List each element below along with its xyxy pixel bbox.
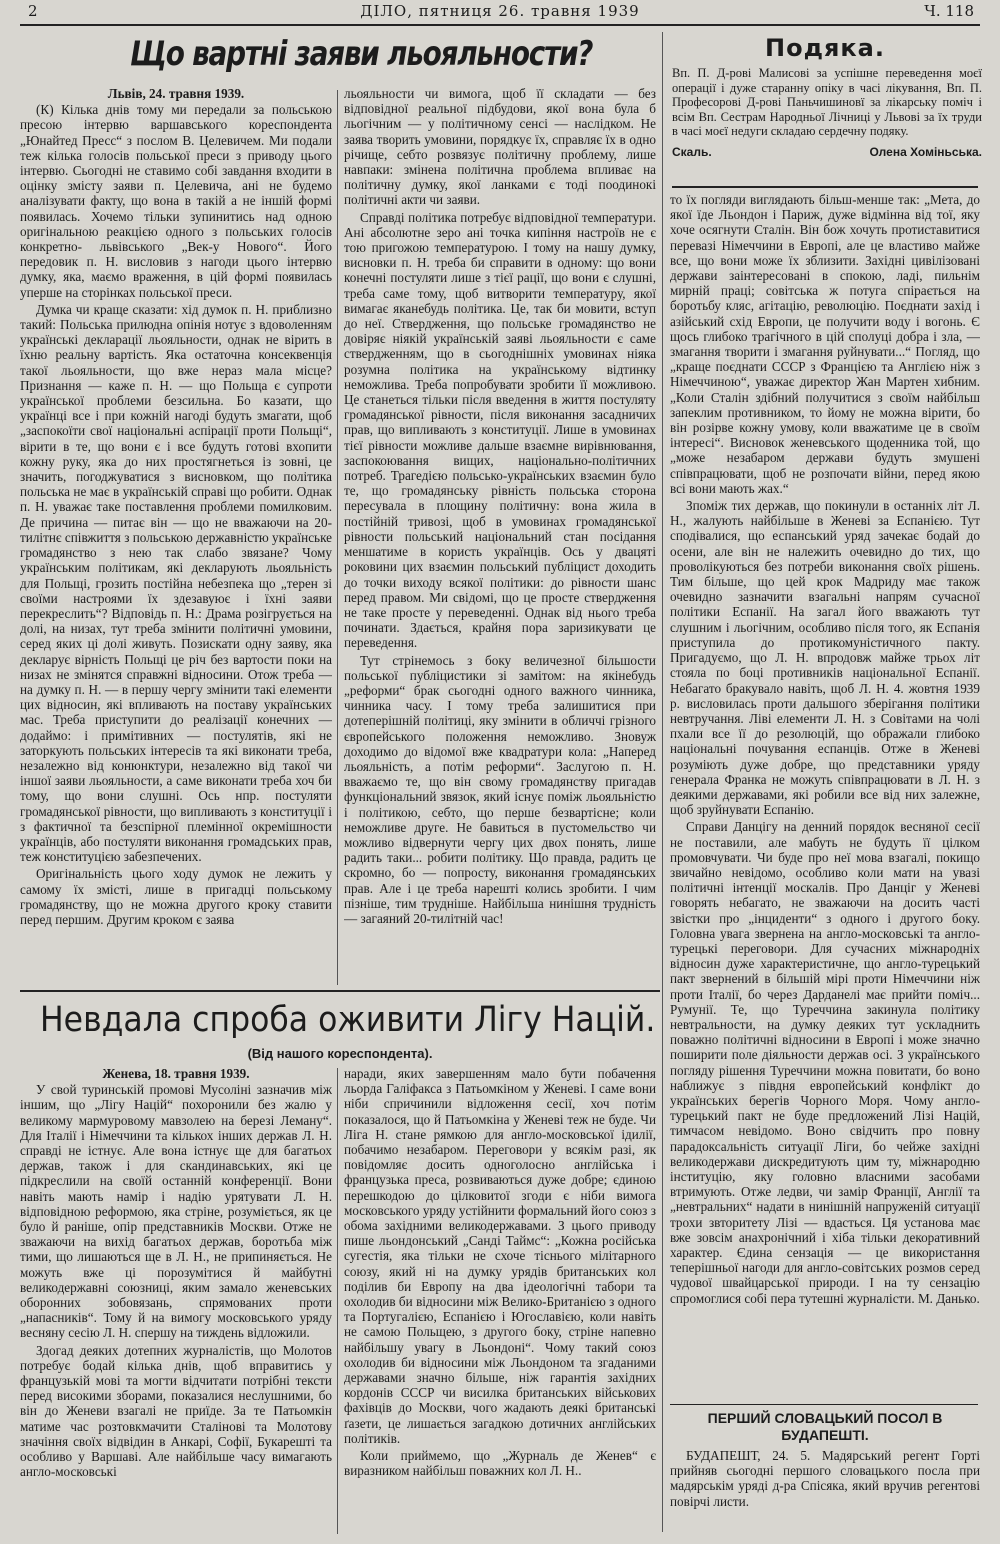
- thanks-signature: [672, 145, 982, 159]
- news-rule: [670, 1404, 978, 1405]
- article2-col2-para: Коли приймемо, що „Журналь де Женев“ є виразником найбільш поважних кол Л. Н..: [344, 1448, 656, 1479]
- issue-number: Ч. 118: [924, 2, 974, 20]
- article1-dateline: Львів, 24. травня 1939.: [107, 86, 245, 101]
- article1-column-1: [20, 86, 332, 986]
- article1-col1-para: Думка чи краще сказати: хід думок п. Н. приблизно такий: Польська прилюдна опінія нотує з вдоволенням українські декларації льояльности, однак не вірить в їхню реальну вартість. Яка остаточна консеквенція такої льояльности, що вже нераз мала місце? Признання — каже п. Н. — що Польща є супроти української проблеми безсильна. Бо казати, що українці все і при кожній нагоді будуть змагати, щоб „заспокоїти свої національні аспірації проти Польщі“, вірити в те, що вони є і все будуть готові вхопити кожну руку, яка до них простягнеться із зовні, це значить, погоджуватися з висновком, що політика польська не має в українській справі що робити. Однак п. Н. уважає таке поставлення проблеми помилковим. Де причина — питає він — що не вважаючи на 20-тилітнє співжиття з польською державністю українське громадянство з нею так слабо звязане? Чому українським політикам, які декларують льояльність для Польщі, грозить постійна небезпека що „терен зі своїми настроями їх здезавуює і їхні заяви перекреслить“? Відповідь п. Н.: Драма розігрується на долі, на низах, тут треба змінити політичні умовини, серед яких ці долі живуть. Позискати одну заяву, яка декларує вірність Польщі це річ без вартости поки на низах не змінятся справжні відносини. Отож треба — на думку п. Н. — в першу чергу змінити такі елементи цих відносин, які впливають на поставу українських мас. Треба приступити до реалізації конечних — додаймо: і примітивних — постулятів, які не заторкують польських інтересів та які виконати треба, незалежно від конюнктури, незалежно від такої чи іншої заяви льояльности, а саме виконати треба хоч би тому, що вони слушні. Ось нпр. постуляти громадянської рівности, що випливають з конституції і з фактичної та безспірної племінної окремішности українців, або постуляти виконання громадських прав, теж конституцією забезпечених.: [20, 301, 332, 865]
- header-rule: [20, 24, 980, 26]
- article1-col1-para: (К) Кілька днів тому ми передали за польською пресою інтервю варшавського кореспондента „Юнайтед Пресс“ з послом В. Целевичем. Ми подали теж кілька голосів польської преси з приводу цього інтервю. Сьогодні не ставимо собі завдання входити в оцінку змісту заяви п. Целевича, ані не будемо аналізувати факту, що вона в такій а не іншій формі появилась. Хочемо тільки зупинитись над одною оригінальною реакцією одного з польських голосів конкретно- львівського „Век-у Нового“. Його передовик п. Н. висловив з нагоди цього інтервю думку, яка, маємо враження, в цій формі появилась уперше на сторінках польської преси.: [20, 102, 332, 300]
- thanks-place: Скаль.: [672, 144, 712, 159]
- article2-title: Невдала спроба оживити Лігу Націй.: [40, 1000, 656, 1040]
- thanks-rule: [672, 186, 978, 188]
- news-body: БУДАПЕШТ, 24. 5. Мадярський регент Горті прийняв сьогодні першого словацького посла при мадярськім уряді д-ра Спісяка, який вручив регентові повірчі листи.: [670, 1448, 980, 1509]
- article2-subtitle: (Від нашого кореспондента).: [247, 1046, 433, 1061]
- article1-column-2: [344, 86, 656, 986]
- article1-col1-para: Оригінальність цього ходу думок не лежить у самому їх змісті, лише в пригадці польському громадянству, що не можна другого кроку ставити перед першим. Другим кроком є заява: [20, 866, 332, 927]
- article2-column-2: [344, 1066, 656, 1536]
- thanks-title: Подяка.: [765, 34, 885, 62]
- article2-continuation-column: [670, 192, 980, 1400]
- column-divider: [662, 32, 663, 1532]
- article2-col2-para: наради, яких завершенням мало бути побачення льорда Галіфакса з Патьомкіном у Женеві. І саме вони ніби спричинили відложення сесії, хоч потім показалося, що й Патьомкіна у Женеві теж не буде. Чи Ліга Н. стане рямкою для англо-московської ідилії, побачимо незабаром. Переговори у всякім разі, як повідомляє досить одноголосно англійська і французька преса, розвиваються дуже добре; єдиною перешкодою до цілковитої згоди є ніби вимога московського уряду устійнити формальний його союз з обома західними великодержавами. З цього приводу пише льондонський „Санді Таймс“: „Кожна російська сугестія, яка тільки не схоче тіснього мілітарного союзу, який ні на думку урядів британських кол поділив би Европу на два ідеологічні табори та охолодив би відносини між Велико-Британією з одного та Португалією, Еспанією і Югославією, коли навіть не самою Польщею, з другого боку, стріне напевно найбільшу увагу в Льондоні“. Чому такий союз охолодив би відносини між Льондоном та згаданими державами значно більше, ніж гарантія західних кордонів СССР чи висилка британських військових фахівців до Москви, чого жадають деякі британські ґазети, це лишається загадкою дотичних англійських політиків.: [344, 1066, 656, 1446]
- article1-col2-para: Справді політика потребує відповідної температури. Ані абсолютне зеро ані точка кипіння настроїв не є тою пригожою температурою. І тому на нашу думку, висновки п. Н. треба би справити в одному: що вони конечні постуляти лише з тієї рації, що вони є слушні, треба саме тому, щоб витворити температуру, якої вимагає яканебудь політика. Це, так би мовити, вступ до неї. Ствердження, що польське громадянство не довіряє ніякій українській заяві льояльности є саме ствердженням, що в сьогоднішніх умовинах ніяка розумна політика на українському відтинку неможлива. Треба попробувати зробити її можливою. Це станеться тільки після введення в життя постуляту громадянської рівности, після виконання засадничих прав, що випливають з конституції. Лише в умовинах тієї рівности можливе дальше взаємне вирівнювання, заспокоювання вищих, національно-політичних потреб. Трагедією польсько-українських взаємин було те, що громадянську рівність польська сторона пересувала в площину політичну: вона жила в постійній тривозі, щоб в умовинах громадянської рівности польський національний стан посідання меншатиме в користь українців. Ось у двацяті роковини цих взаємин польський публіцист доходить до точки виходу всякої політики: до рівности шанс перед правом. Ми свідомі, що це просте ствердження не таке просте у переведенні. Однак від нього треба починати. Здається, крайня пора заризикувати це переведення.: [344, 209, 656, 651]
- news-title: ПЕРШИЙ СЛОВАЦЬКИЙ ПОСОЛ В БУДАПЕШТІ.: [707, 1410, 943, 1443]
- column-divider: [337, 90, 338, 985]
- article1-col2-para: льояльности чи вимога, щоб її складати — без відповідної реальної підбудови, якої вона була б льогічним — у політичному сенсі — наслідком. Не заява творить умовини, порядкує їх, справляє їх в одно річище, себто розвязує політичну проблему, лише навпаки: змінена політична проблема впливає на політичну думку, якої ланками є тоді поодинокі політичні акти чи заяви.: [344, 86, 656, 208]
- article2-col1-para: Здогад деяких дотепних журналістів, що Молотов потребує бодай кілька днів, щоб вправитись у французькій мові та могти відчитати потрібні тексти перед високими зборами, показалися неслушними, бо він до Женеви взагалі не приїде. За те Патьомкін матиме час розтовкмачити Сталінові та Молотову значіння своїх відвідин в Анкарі, Софії, Букарешті та особливо у Варшаві. Але найбільше часу вимагають англо-московські: [20, 1342, 332, 1480]
- page-header: [20, 2, 980, 24]
- article-divider: [20, 990, 660, 992]
- article1-col2-para: Тут стрінемось з боку величезної більшости польської публіцистики зі замітом: на якінебудь „реформи“ брак сьогодні одного важного чинника, чинника часу. І тому треба залишитися при дотеперішній політиці, яку змінити в обличчі грізного європейського положення неможливо. Зновуж доходимо до відомої вже квадратури кола: „Наперед льояльність, а потім реформи“. Заслугою п. Н. вважаємо те, що він свому громадянству пригадав функціональний звязок, який існує поміж льояльністю і політикою, себто, що перше безвартісне; коли неможливе друге. Не бавиться в пустомельство чи можливо відвернути чергу цих двох понять, лише радить таки... робити політику. Що правда, радить це скромно, бо — попросту, виконання громадянських прав. Але і це треба нарешті колись зробити. І чим пізніше, тим трудніше. Найбільша нинішня трудність — загаяний 20-тилітній час!: [344, 652, 656, 926]
- right-col-para: то їх погляди виглядають більш-менше так: „Мета, до якої їде Льондон і Париж, дуже відмінна від тої, яку хоче осягнути Сталін. Він бож хочуть протиставитися перевазі Німеччини в Европі, але це властиво майже все, що вони може їх зблизити. Західні цивілізовані держави заінтересовані в спокою, ладі, пильнім мирній праці; совітська ж потуга спірається на боротьбу кляс, агітацію, революцію. Поєднати захід і азійський схід Европи, це получити воду і вогонь. Є щось глибоко трагічного в цій сполуці добра і зла, — змагання творити і змагання руйнувати...“ Погляд, що „краще поєднати СССР з Францією та Англією ніж з Німеччиною“, уважає директор Жан Мартен хибним. „Коли Сталін здібний получитися з своїм найбільш запеклим противником, то йому не можна вірити, бо він розірве кожну умову, коли вважатиме це в своїм інтересі“. Висновок женевського щоденника той, що „може незабаром держави будуть змушені співпрацювати, щоб не розпочати війни, перед якою всі вони мають жах.“: [670, 192, 980, 496]
- thanks-notice: [672, 66, 982, 178]
- right-col-para: Зпоміж тих держав, що покинули в останніх літ Л. Н., жалують найбільше в Женеві за Еспанією. Тут сподівалися, що еспанський уряд зачекає бодай до осени, але він не належить очевидно до тих, що проволікуються без потреби виконання своїх рішень. Тим більше, що цей крок Мадриду має також очевидно зазначити взагальні напрям сучасної політики Еспанії. На загал його вважають тут слушним і льогічним, особливо після того, як Еспанія приступила до протикомуністичного пакту. Пригадуємо, що Л. Н. впродовж майже трьох літ стояла по боці противників національної Еспанії. Небагато бракувало навіть, щоб Л. Н. 4. жовтня 1939 р. висловилась проти дальшого зберігання політики невтручання. Ліві елементи Л. Н. з Совітами на чолі пхали все її до резолюцій, що ображали глибоко національні почування еспанців. Отже в Женеві розуміють дуже добре, що представники уряду генерала Франка не можуть співпрацювати в Л. Н. з деякими державами, які робили все від них залежне, щоб зруйнувати Еспанію.: [670, 498, 980, 818]
- right-col-para: Справи Данцігу на денний порядок весняної сесії не поставили, але мабуть не будуть її цілком промовчувати. Чи буде про неї мова взагалі, покищо звичайно невідомо, особливо коли мати на увазі політичні інтенції москалів. Про Данціг у Женеві говорять небагато, не зважаючи на досить часті звістки про „інциденти“ з одного і другого боку. Головна увага звернена на англо-московські та англо-турецькі переговори. Для сучасних міжнародніх відносин дуже характеристичне, що англо-турецький пакт звернений в більшій мірі проти Німеччини ніж проти Італії, бо через Дарданелі має прийти поміч... Румунії. Те, що Туреччина закинула політику невтральности, на думку деяких тут ускладнить поважно політичні відносини в Европі і може значно поширити поле діяльности держав осі. З українського погляду рішення Туреччини можна повитати, бо воно наближує з півдня европейський конфлікт до українських берегів Чорного Моря. Чому англо-турецький пакт не буде предложений Лізі Націй, тимчасом невідомо. Воно свідчить про повну парадоксальність ситуації Ліги, бо чейже західні великодержави дискредитують цим ту, міжнародню інституцію, яку головно власними засобами втримують. Отже ледви, чи замір Франції, Англії та „невтральних“ надати в нинішній напруженій ситуації трохи звторитету Лізі — вдасться. Ця установа має вже зовсім анахронічний і хіба тільки декоративний характер. Єдина сензація — це використання теперішньої нагоди для англо-совітських розмов серед чудової швайцарської природи. І на ту сензацію спромоглися собі пера тутешні журналісти. М. Данько.: [670, 819, 980, 1306]
- article2-col1-para: У свой туринській промові Мусоліні зазначив між іншим, що „Лігу Націй“ похоронили без жалю у великому мармуровому мавзолею на березі Леману“. Для Італії і Німеччини та кількох інших держав Л. Н. справді не істнує. Але вона істнує ще для багатьох держав, також і для скандинавських, які це підкреслили на своїй останній конференції. Вони навіть мають намір і надію урятувати Л. Н. відповідною реформою, яка стріне, розуміється, як це було й раніше, опір представників Москви. Отже не зважаючи на вихід багатьох держав, боротьба між тими, що лишаються ще в Л. Н., не припиняється. Не можуть вже ці порозумітися й майбутні великодержавні союзниці, яким замало женевських оборонних зобовязань, спрямованих проти „напасників“. Тому й на вимогу московського уряду весняну сесію Л. Н. спершу на тиждень відложили.: [20, 1082, 332, 1341]
- masthead: ДІЛО, пятниця 26. травня 1939: [360, 2, 640, 20]
- thanks-name: Олена Хоміньська.: [869, 144, 982, 159]
- page-number: 2: [28, 2, 38, 20]
- article1-title: Що вартні заяви льояльности?: [130, 34, 593, 74]
- news-item: [670, 1410, 980, 1536]
- column-divider: [337, 1068, 338, 1534]
- article2-dateline: Женева, 18. травня 1939.: [102, 1066, 250, 1081]
- thanks-body: Вп. П. Д-рові Малисові за успішне переведення моєї операції і дуже старанну опіку в часі лікування, Вп. П. Професорові Д-рові Паньчишиновї за лікарську поміч і всім Вп. Сестрам Народньої Лічниці у Львові за їх труди в часі моєї недуги складаю сердечну подяку.: [672, 66, 982, 139]
- article2-column-1: [20, 1066, 332, 1536]
